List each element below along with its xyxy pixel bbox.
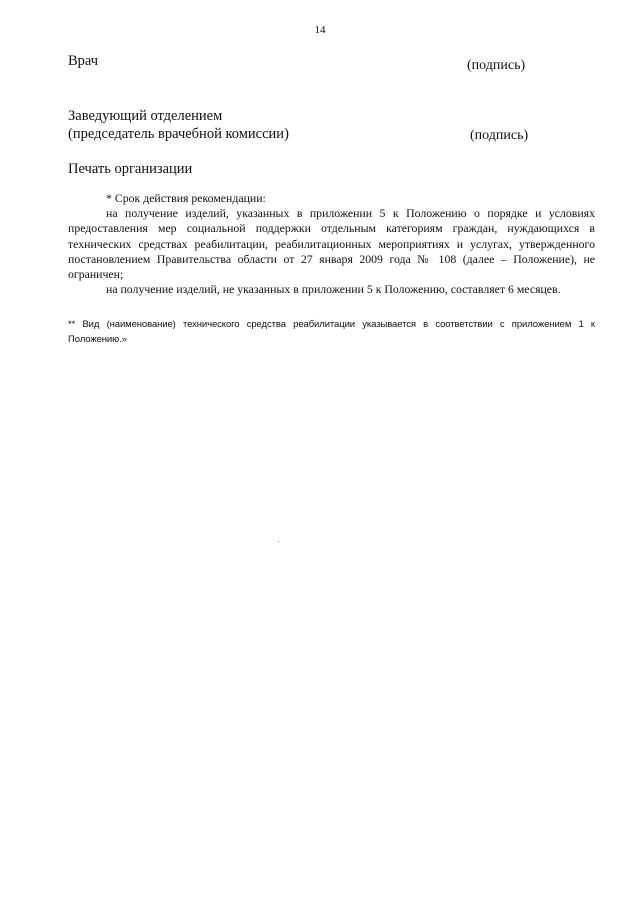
notes-paragraph-1: на получение изделий, указанных в приложении 5 к Положению о порядке и условиях предоставления мер социальной поддержки отдельным категориям граждан, нуждающихся в технических средствах реабилитации, реабилитационных мероприятиях и услугах, утвержденного постановлением Правительства области от 27 января 2009 года № 108 (далее – Положение), не ограничен; — [68, 206, 595, 282]
footnote: ** Вид (наименование) технического средства реабилитации указывается в соответствии с приложением 1 к Положению.» — [68, 319, 595, 345]
notes-paragraph-2: на получение изделий, не указанных в приложении 5 к Положению, составляет 6 месяцев. — [106, 282, 561, 297]
doctor-label: Врач — [68, 53, 99, 69]
scan-artifact-dot — [278, 541, 279, 542]
recommendation-validity-notes — [68, 191, 595, 297]
commission-chair-label: (председатель врачебной комиссии) — [68, 126, 289, 142]
page-number: 14 — [314, 24, 326, 36]
notes-title: * Срок действия рекомендации: — [106, 191, 266, 205]
doctor-signature-placeholder: (подпись) — [467, 58, 526, 73]
head-of-department-label: Заведующий отделением — [68, 108, 223, 124]
organization-seal-label: Печать организации — [68, 161, 193, 177]
head-signature-placeholder: (подпись) — [470, 128, 529, 143]
